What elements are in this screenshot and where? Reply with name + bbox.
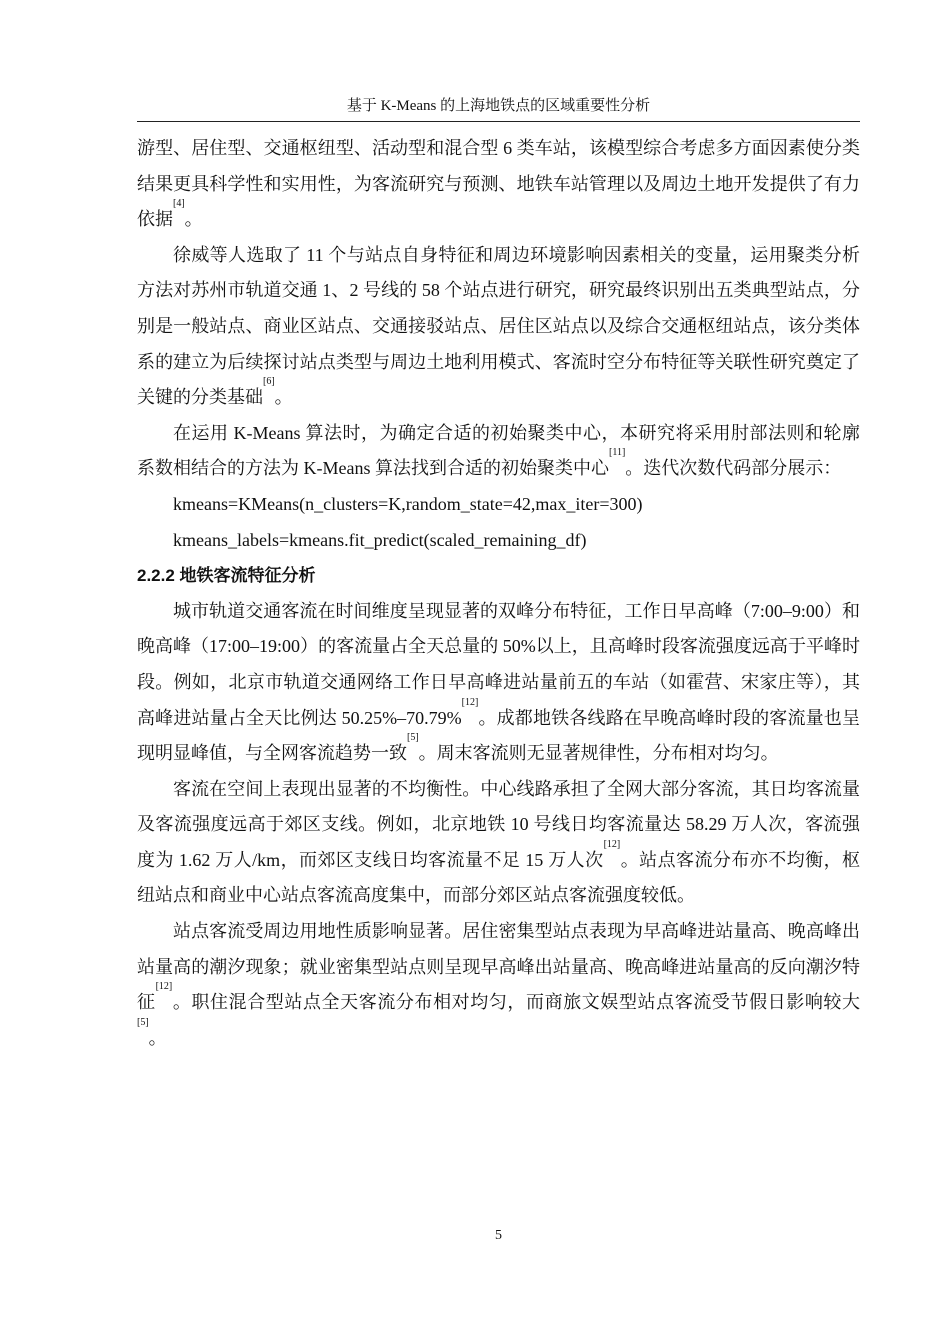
paragraph-3 (137, 416, 860, 487)
citation: [5] (407, 732, 419, 744)
header-rule (137, 121, 860, 122)
paragraph-text: 徐威等人选取了 11 个与站点自身特征和周边环境影响因素相关的变量，运用聚类分析方法对苏州市轨道交通 1、2 号线的 58 个站点进行研究，研究最终识别出五类典型站点，分别是一般站点、商业区站点、交通接驳站点、居住区站点以及综合交通枢纽站点，该分类体系的建立为后续探讨站点类型与周边土地利用模式、客流时空分布特征等关联性研究奠定了关键的分类基础 (137, 244, 860, 408)
paragraph-text: 。站点客流分布亦不均衡，枢纽站点和商业中心站点客流高度集中，而部分郊区站点客流强度较低。 (137, 849, 861, 906)
paragraph-text: 。 (274, 387, 293, 408)
citation: [12] (155, 981, 173, 993)
section-heading: 2.2.2 地铁客流特征分析 (137, 566, 316, 586)
paragraph-text: 在运用 K-Means 算法时，为确定合适的初始聚类中心，本研究将采用肘部法则和轮廓系数相结合的方法为 K-Means 算法找到合适的初始聚类中心 (137, 422, 860, 479)
citation: [4] (173, 198, 185, 210)
citation: [5] (137, 1016, 149, 1028)
citation: [11] (608, 447, 626, 459)
paragraph-1 (137, 131, 860, 238)
paragraph-text: 。职住混合型站点全天客流分布相对均匀，而商旅文娱型站点客流受节假日影响较大 (172, 992, 861, 1013)
page-number: 5 (495, 1228, 502, 1243)
running-header: 基于 K-Means 的上海地铁点的区域重要性分析 (346, 98, 651, 114)
paragraph-text: 。成都地铁各线路在早晚高峰时段的客流量也呈现明显峰值，与全网客流趋势一致 (137, 707, 860, 764)
paragraph-6 (137, 914, 860, 1056)
paragraph-text: 站点客流受周边用地性质影响显著。居住密集型站点表现为早高峰进站量高、晚高峰出站量高的潮汐现象；就业密集型站点则呈现早高峰出站量高、晚高峰进站量高的反向潮汐特征 (137, 921, 860, 1013)
paragraph-2 (137, 238, 860, 416)
paragraph-text: 客流在空间上表现出显著的不均衡性。中心线路承担了全网大部分客流，其日均客流量及客流强度远高于郊区支线。例如，北京地铁 10 号线日均客流量达 58.29 万人次，客流强度为 1.62 万人/km，而郊区支线日均客流量不足 15 万人次 (137, 778, 860, 870)
paragraph-text: 。 (148, 1027, 167, 1048)
paragraph-text: 游型、居住型、交通枢纽型、活动型和混合型 6 类车站，该模型综合考虑多方面因素使分类结果更具科学性和实用性，为客流研究与预测、地铁车站管理以及周边土地开发提供了有力依据 (137, 138, 860, 230)
citation: [12] (603, 838, 621, 850)
paragraph-text: 。周末客流则无显著规律性，分布相对均匀。 (418, 743, 779, 764)
paragraph-4 (137, 594, 860, 772)
citation: [6] (263, 376, 275, 388)
body-text (137, 131, 860, 1056)
paragraph-text: 。 (184, 209, 203, 230)
paragraph-text: 城市轨道交通客流在时间维度呈现显著的双峰分布特征，工作日早高峰（7:00–9:00）和晚高峰（17:00–19:00）的客流量占全天总量的 50%以上，且高峰时段客流强度远高于平峰时段。例如，北京市轨道交通网络工作日早高峰进站量前五的车站（如霍营、宋家庄等），其高峰进站量占全天比例达 50.25%–70.79% (137, 600, 860, 728)
paragraph-text: 。迭代次数代码部分展示： (625, 458, 842, 479)
code-line-1: kmeans=KMeans(n_clusters=K,random_state=42,max_iter=300) (173, 493, 643, 514)
paragraph-5 (137, 772, 860, 914)
code-line-2: kmeans_labels=kmeans.fit_predict(scaled_remaining_df) (173, 529, 587, 550)
citation: [12] (461, 696, 479, 708)
